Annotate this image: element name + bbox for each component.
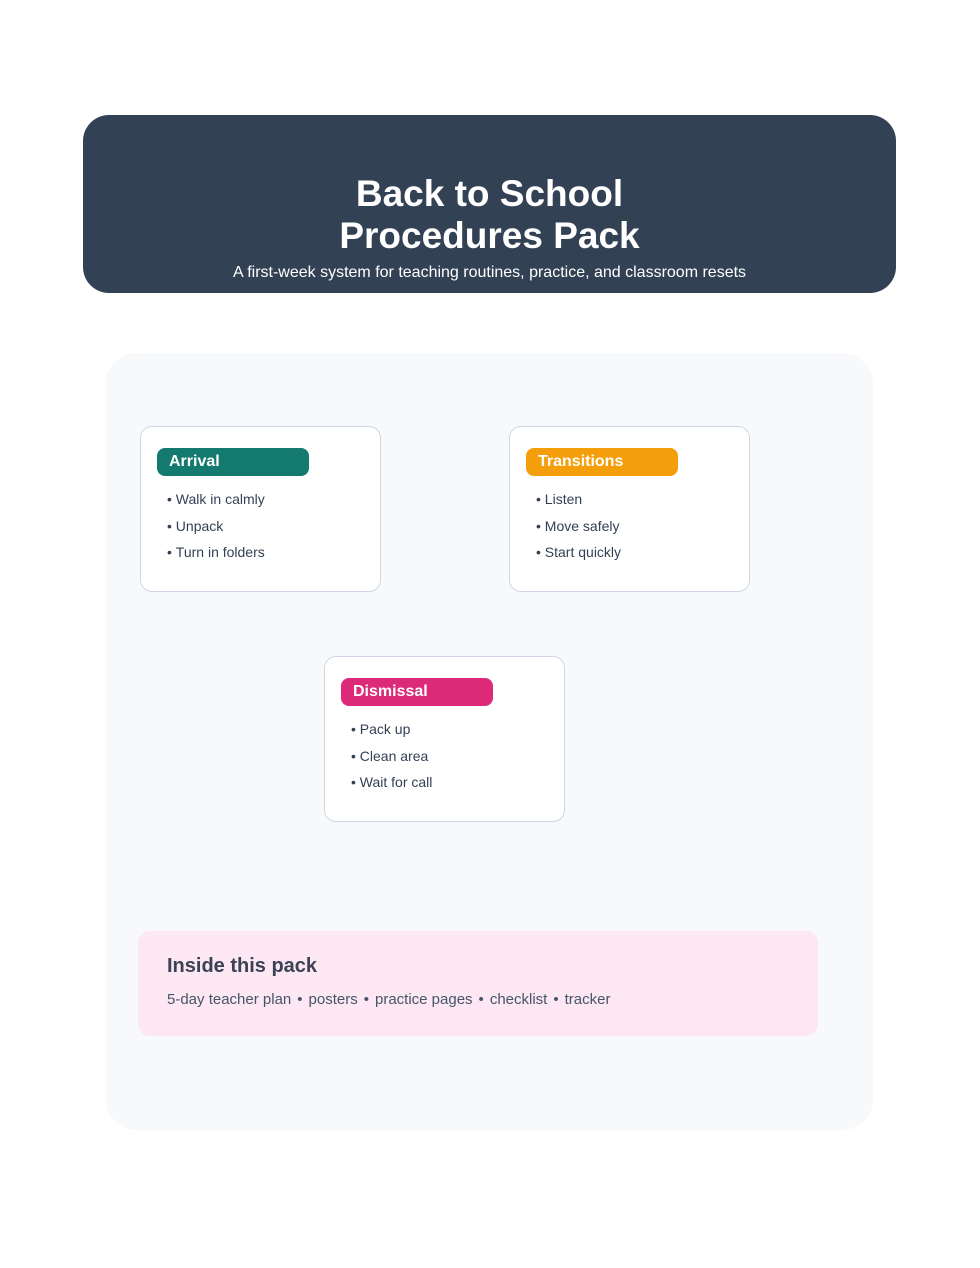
list-item: • Clean area <box>351 748 432 775</box>
card-arrival <box>140 426 381 592</box>
inside-title: Inside this pack <box>167 955 318 977</box>
list-item: • Wait for call <box>351 774 432 801</box>
inside-pack-box <box>138 931 818 1036</box>
card-dismissal <box>324 656 565 822</box>
pack-item: tracker <box>564 991 611 1008</box>
separator: • <box>553 991 559 1008</box>
list-item: • Turn in folders <box>167 544 265 571</box>
list-item: • Listen <box>536 491 621 518</box>
page-title <box>83 173 896 257</box>
inside-items <box>167 991 610 1009</box>
card-transitions <box>509 426 750 592</box>
pack-item: practice pages <box>374 991 473 1008</box>
header-banner <box>83 115 896 293</box>
pack-item: 5-day teacher plan <box>167 991 292 1008</box>
list-item: • Unpack <box>167 518 265 545</box>
list-item: • Walk in calmly <box>167 491 265 518</box>
pack-item: posters <box>308 991 358 1008</box>
list-item: • Pack up <box>351 721 432 748</box>
badge-transitions: Transitions <box>526 448 678 476</box>
transitions-list <box>536 491 621 571</box>
page-subtitle: A first-week system for teaching routines, practice, and classroom resets <box>232 264 747 281</box>
separator: • <box>478 991 484 1008</box>
list-item: • Move safely <box>536 518 621 545</box>
badge-arrival: Arrival <box>157 448 309 476</box>
list-item: • Start quickly <box>536 544 621 571</box>
title-line-2: Procedures Pack <box>339 215 640 256</box>
title-line-1: Back to School <box>355 173 624 214</box>
separator: • <box>363 991 369 1008</box>
arrival-list <box>167 491 265 571</box>
pack-item: checklist <box>489 991 548 1008</box>
badge-dismissal: Dismissal <box>341 678 493 706</box>
dismissal-list <box>351 721 432 801</box>
separator: • <box>297 991 303 1008</box>
